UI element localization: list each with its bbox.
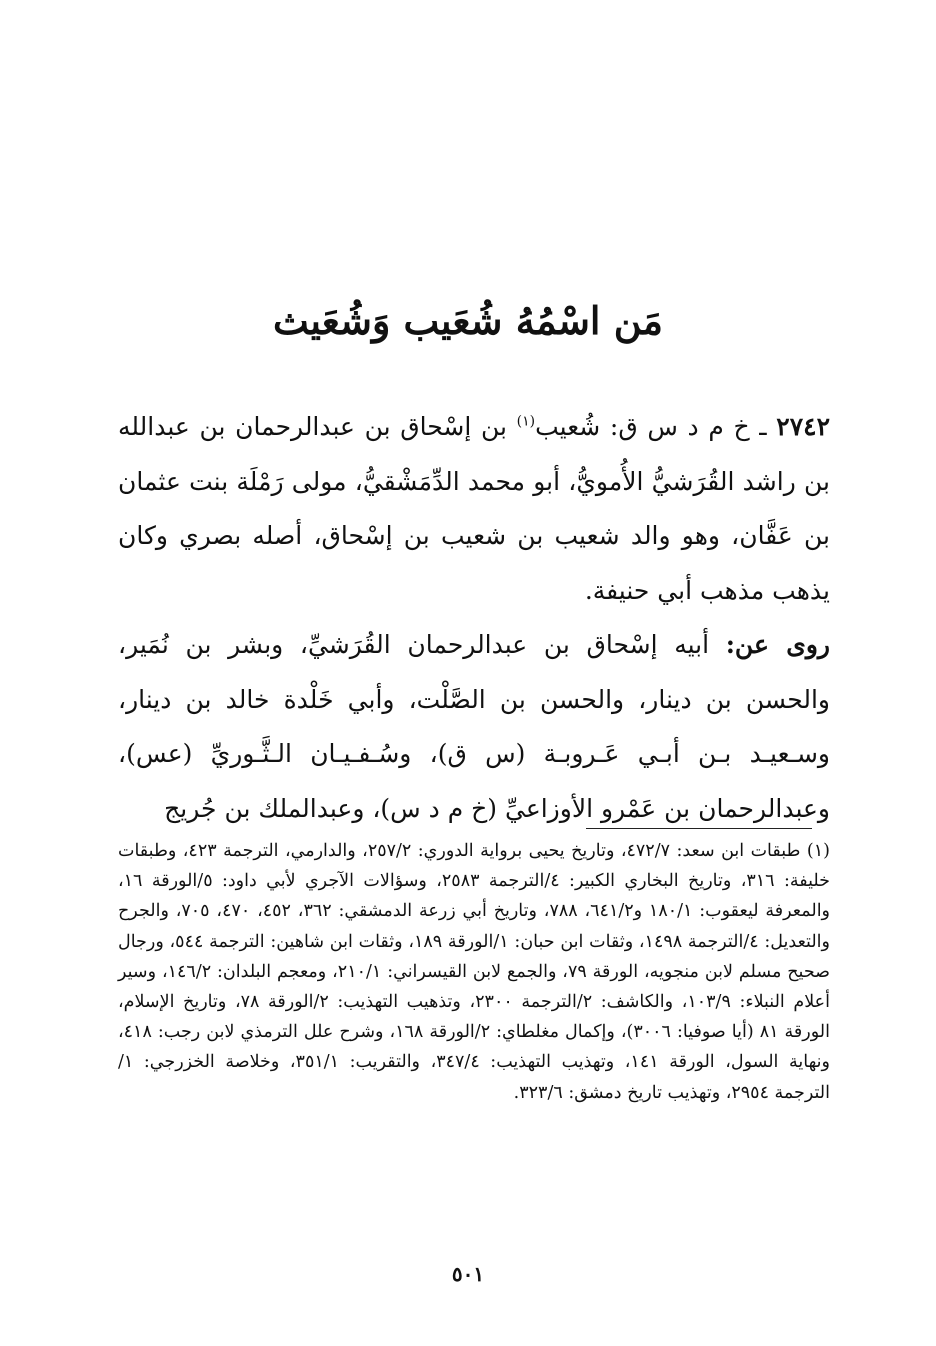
chapter-title: مَن اسْمُهُ شُعَيب وَشُعَيث xyxy=(273,298,663,343)
footnote-divider xyxy=(586,828,812,829)
narrators-paragraph xyxy=(118,618,830,836)
footnote-1 xyxy=(118,836,830,1108)
page-number: ٥٠١ xyxy=(451,1262,485,1286)
narrators-label: روى عن: xyxy=(725,630,830,659)
entry-text: بن إسْحاق بن عبدالرحمان بن عبدالله بن راشد القُرَشيُّ الأُمويُّ، أبو محمد الدِّمَشْقيُّ، مولى رَمْلَة بنت عثمان بن عَفَّان، وهو والد شعيب بن شعيب بن إسْحاق، أصله بصري وكان يذهب مذهب أبي حنيفة. xyxy=(118,412,830,605)
footnote-reference: (١) xyxy=(516,413,536,430)
main-text xyxy=(118,400,830,836)
narrators-text: أبيه إسْحاق بن عبدالرحمان القُرَشيِّ، وبشر بن نُمَير، والحسن بن دينار، والحسن بن الصَّلْت، وأبي خَلْدة خالد بن دينار، وسـعيـد بـن أبـي عَـروبـة (س ق)، وسُـفـيـان الـثَّـوريِّ (عس)، وعبدالرحمان بن عَمْرو الأوزاعيِّ (خ م د س)، وعبدالملك بن جُريج xyxy=(118,630,830,823)
footnotes xyxy=(118,836,830,1108)
entry-paragraph xyxy=(118,400,830,618)
entry-sigla: ـ خ م د س ق: xyxy=(609,412,767,441)
entry-name: شُعيب xyxy=(535,412,601,441)
entry-number: ٢٧٤٢ xyxy=(776,412,831,441)
footnote-marker: (١) xyxy=(806,841,830,861)
footnote-text: طبقات ابن سعد: ٤٧٢/٧، وتاريخ يحيى برواية الدوري: ٢٥٧/٢، والدارمي، الترجمة ٤٢٣، وطبقات خليفة: ٣١٦، وتاريخ البخاري الكبير: ٤/الترجمة ٢٥٨٣، وسؤالات الآجري لأبي داود: ٥/الورقة ١٦، والمعرفة ليعقوب: ١٨٠/١ و٦٤١/٢، ٧٨٨، وتاريخ أبي زرعة الدمشقي: ٣٦٢، ٤٥٢، ٤٧٠، ٧٠٥، والجرح والتعديل: ٤/الترجمة ١٤٩٨، وثقات ابن حبان: ١/الورقة ١٨٩، وثقات ابن شاهين: الترجمة ٥٤٤، ورجال صحيح مسلم لابن منجويه، الورقة ٧٩، والجمع لابن القيسراني: ٢١٠/١، ومعجم البلدان: ١٤٦/٢، وسير أعلام النبلاء: ١٠٣/٩، والكاشف: ٢/الترجمة ٢٣٠٠، وتذهيب التهذيب: ٢/الورقة ٧٨، وتاريخ الإسلام، الورقة ٨١ (أيا صوفيا: ٣٠٠٦)، وإكمال مغلطاي: ٢/الورقة ١٦٨، وشرح علل الترمذي لابن رجب: ٤١٨، ونهاية السول، الورقة ١٤١، وتهذيب التهذيب: ٣٤٧/٤، والتقريب: ٣٥١/١، وخلاصة الخزرجي: ١/الترجمة ٢٩٥٤، وتهذيب تاريخ دمشق: ٣٢٣/٦. xyxy=(118,841,831,1103)
